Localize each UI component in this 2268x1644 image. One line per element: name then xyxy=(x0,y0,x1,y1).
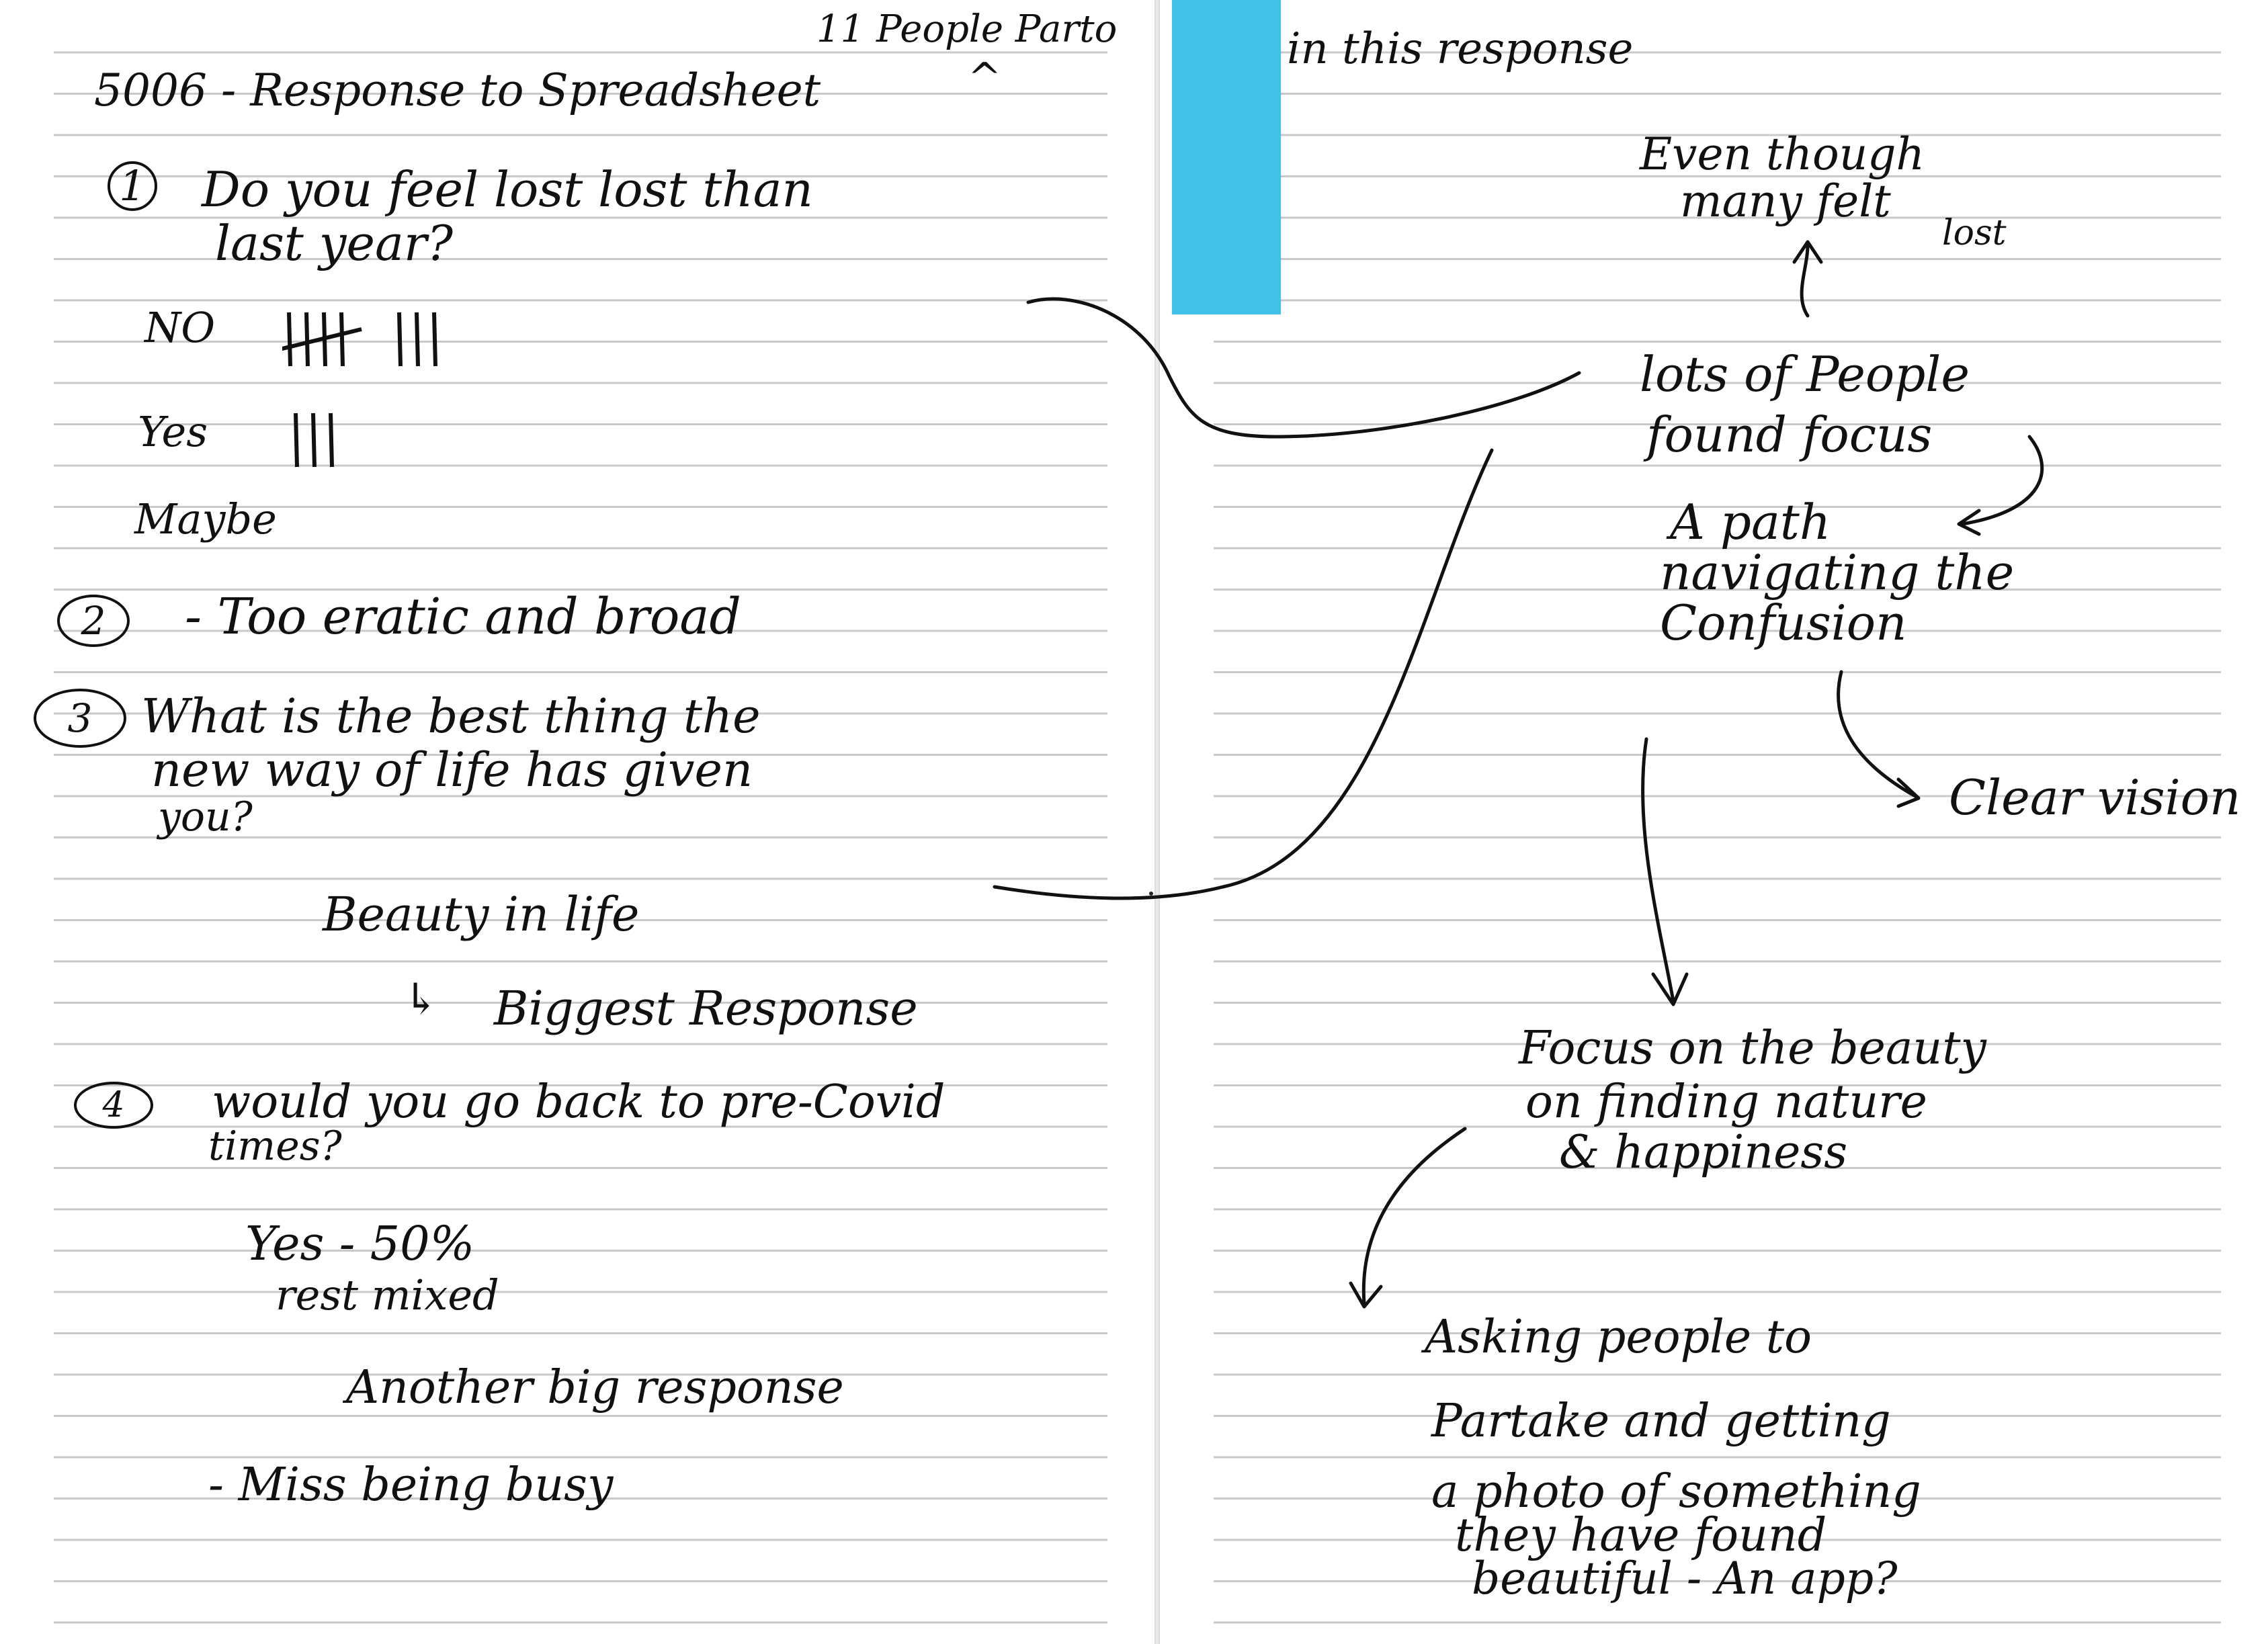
arrow-beauty-to-idea xyxy=(1351,1129,1465,1307)
q1-question-line1: Do you feel lost lost than xyxy=(202,161,813,218)
q2-number: 2 xyxy=(57,595,130,647)
idea-line1: Asking people to xyxy=(1425,1311,1812,1364)
q1-answer-maybe-label: Maybe xyxy=(134,494,277,544)
q3-question-line3: you? xyxy=(158,793,253,840)
q3-note: Biggest Response xyxy=(494,981,918,1036)
path-line2: navigating the xyxy=(1660,544,2015,601)
arrow-focus-to-path xyxy=(1959,437,2042,534)
beauty-line1: Focus on the beauty xyxy=(1519,1022,1986,1075)
q1-answer-no-label: NO xyxy=(144,303,216,352)
arrow-path-to-clear-vision xyxy=(1839,672,1919,806)
even-though-line1: Even though xyxy=(1640,128,1925,180)
q4-note2: - Miss being busy xyxy=(208,1459,614,1512)
arrow-to-even-though xyxy=(1794,242,1821,316)
arrow-to-beauty xyxy=(1643,739,1687,1004)
q2-answer: - Too eratic and broad xyxy=(185,588,741,646)
focus-line1: lots of People xyxy=(1640,346,1970,402)
q3-answer: Beauty in life xyxy=(323,887,640,942)
q4-number: 4 xyxy=(74,1082,153,1129)
path-line1: A path xyxy=(1670,494,1831,550)
q3-note-arrow: ↳ xyxy=(403,975,439,1025)
idea-line4: they have found xyxy=(1455,1509,1827,1562)
q3-question-line2: new way of life has given xyxy=(151,742,753,797)
connector-beauty-to-focus xyxy=(995,450,1492,898)
even-though-line3: lost xyxy=(1942,213,2007,253)
beauty-line3: & happiness xyxy=(1559,1126,1848,1179)
top-note-right: in this response xyxy=(1287,24,1634,74)
q3-question-line1: What is the best thing the xyxy=(141,689,761,744)
idea-line2: Partake and getting xyxy=(1431,1395,1891,1448)
connector-left-to-focus xyxy=(1028,299,1579,437)
q1-answer-yes-label: Yes xyxy=(138,407,208,456)
clear-vision: Clear vision xyxy=(1949,769,2241,826)
q4-note: Another big response xyxy=(346,1361,844,1414)
q4-answer-line2: rest mixed xyxy=(276,1270,499,1319)
idea-line3: a photo of something xyxy=(1431,1465,1921,1518)
q1-number: 1 xyxy=(108,161,157,211)
beauty-line2: on finding nature xyxy=(1525,1076,1927,1129)
even-though-line2: many felt xyxy=(1680,175,1891,227)
focus-line2: found focus xyxy=(1646,406,1933,463)
page-title: 5006 - Response to Spreadsheet xyxy=(94,64,821,116)
top-note-left: 11 People Parto xyxy=(816,7,1118,51)
idea-line5: beautiful - An app? xyxy=(1472,1553,1898,1604)
top-note-caret: ^ xyxy=(968,54,1002,101)
q1-question-line2: last year? xyxy=(215,215,453,271)
q4-question-line2: times? xyxy=(208,1123,342,1170)
q4-question-line1: would you go back to pre-Covid xyxy=(212,1076,946,1129)
q4-answer-line1: Yes - 50% xyxy=(245,1216,475,1271)
q3-number: 3 xyxy=(34,689,126,748)
path-line3: Confusion xyxy=(1660,595,1907,651)
